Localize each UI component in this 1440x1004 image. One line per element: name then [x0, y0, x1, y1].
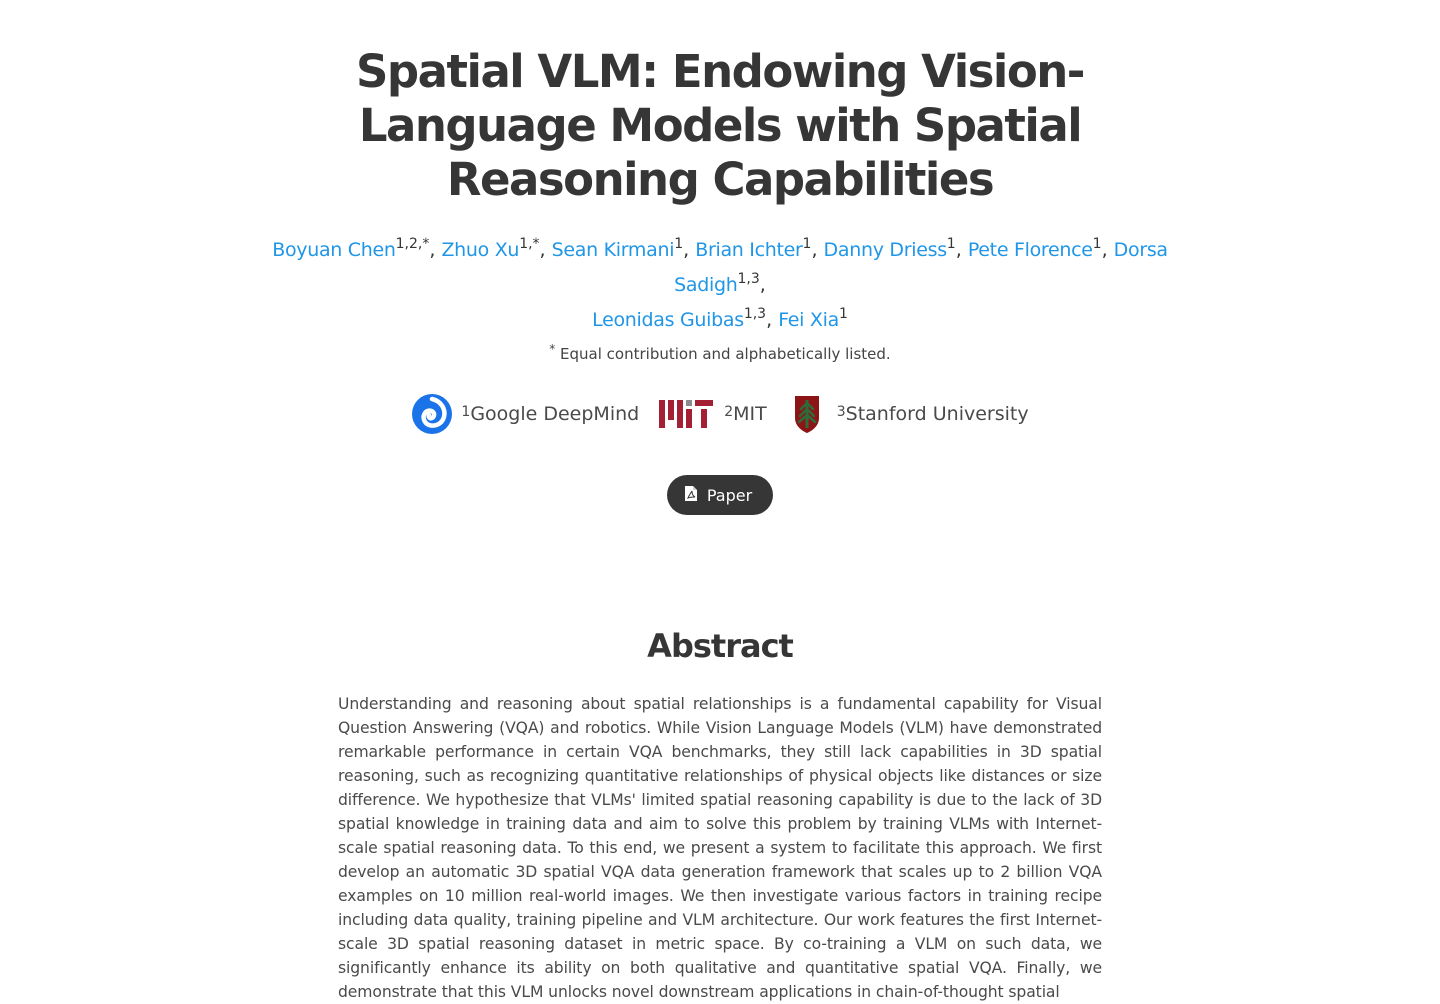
affiliation-number: 3 — [836, 404, 846, 420]
page-title: Spatial VLM: Endowing Vision-Language Models with Spatial Reasoning Capabilities — [356, 45, 1084, 206]
equal-contribution-text: Equal contribution and alphabetically listed. — [555, 345, 891, 363]
google-deepmind-logo — [411, 393, 453, 435]
author-link[interactable]: Brian Ichter — [695, 239, 803, 261]
author-entry: Leonidas Guibas$^{1,3}$, — [592, 305, 779, 331]
equal-contribution-mark: * — [549, 342, 556, 356]
equal-contribution-note — [0, 338, 1440, 365]
author-affil-sup: 1,3 — [737, 270, 760, 287]
author-entry: Zhuo $Xu^{1,*}$, — [441, 235, 552, 261]
affiliation-name: Google DeepMind — [470, 403, 640, 425]
author-link[interactable]: Boyuan Chen — [272, 239, 396, 261]
abstract-heading: Abstract — [647, 627, 793, 665]
author-affil-sup: 1 — [838, 305, 848, 322]
author-entry: Pete Florence$^1$, — [967, 235, 1114, 261]
mit-logo — [659, 400, 713, 428]
affiliation-list — [0, 393, 1440, 435]
pdf-file-icon — [685, 486, 697, 505]
author-link[interactable]: Danny Driess — [823, 239, 947, 261]
stanford-logo — [792, 394, 822, 434]
abstract-text: Understanding and reasoning about spatial relationships is a fundamental capability for Visual Question Answering (VQA) and robotics. While Vision Language Models (VLM) have demonstrated remarkable performance in certain VQA benchmarks, they still lack capabilities in 3D spatial reasoning, such as recognizing quantitative relationships of physical objects like distances or size difference. We hypothesize that VLMs' limited spatial reasoning capability is due to the lack of 3D spatial knowledge in training data and aim to solve this problem by training VLMs with Internet-scale spatial reasoning data. To this end, we present a system to facilitate this approach. We first develop an automatic 3D spatial VQA data generation framework that scales up to 2 billion VQA examples on 10 million real-world images. We then investigate various factors in training recipe including data quality, training pipeline and VLM architecture. Our work features the first Internet-scale 3D spatial reasoning dataset in metric space. By co-training a VLM on such data, we significantly enhance its ability on both qualitative and quantitative spatial VQA. Finally, we demonstrate that this VLM unlocks novel downstream applications in chain-of-thought spatial — [338, 694, 1102, 1001]
affiliation-mit — [659, 400, 767, 428]
project-page — [0, 45, 1440, 1001]
author-link[interactable]: Sean Kirmani — [551, 239, 675, 261]
affiliation-name: Stanford University — [845, 403, 1029, 425]
author-affil-sup: 1 — [802, 235, 812, 252]
author-affil-sup: 1,* — [519, 235, 540, 252]
author-entry: Dorsa Sadigh$^{1,3}$, — [674, 239, 1168, 296]
author-link[interactable]: Pete Florence — [967, 239, 1093, 261]
links-row — [0, 475, 1440, 515]
affiliation-stanford — [792, 394, 1029, 434]
author-link[interactable]: Fei Xia — [778, 309, 839, 331]
author-affil-sup: 1 — [1092, 235, 1102, 252]
author-entry — [778, 305, 848, 331]
affiliation-name: MIT — [733, 403, 767, 425]
paper-button-label: Paper — [706, 485, 753, 505]
author-affil-sup: 1 — [946, 235, 956, 252]
paper-button[interactable] — [667, 475, 773, 515]
author-affil-sup: 1,3 — [743, 305, 767, 322]
author-link[interactable]: Leonidas Guibas — [592, 309, 744, 331]
affiliation-google-deepmind — [411, 393, 639, 435]
author-entry: Boyuan Chen$^{1,2,*}$, — [272, 235, 442, 261]
author-affil-sup: 1,2,* — [395, 235, 430, 252]
author-link[interactable]: Zhuo Xu — [441, 239, 520, 261]
author-link[interactable]: Dorsa Sadigh — [674, 239, 1168, 296]
affiliation-number: 2 — [724, 404, 734, 420]
affiliation-number: 1 — [461, 404, 471, 420]
author-affil-sup: 1 — [674, 235, 684, 252]
author-entry: Danny Driess$^1$, — [823, 235, 968, 261]
author-entry: Brian Ichter$^1$, — [695, 235, 824, 261]
author-entry: Sean Kirmani$^1$, — [551, 235, 696, 261]
author-list — [240, 233, 1200, 338]
